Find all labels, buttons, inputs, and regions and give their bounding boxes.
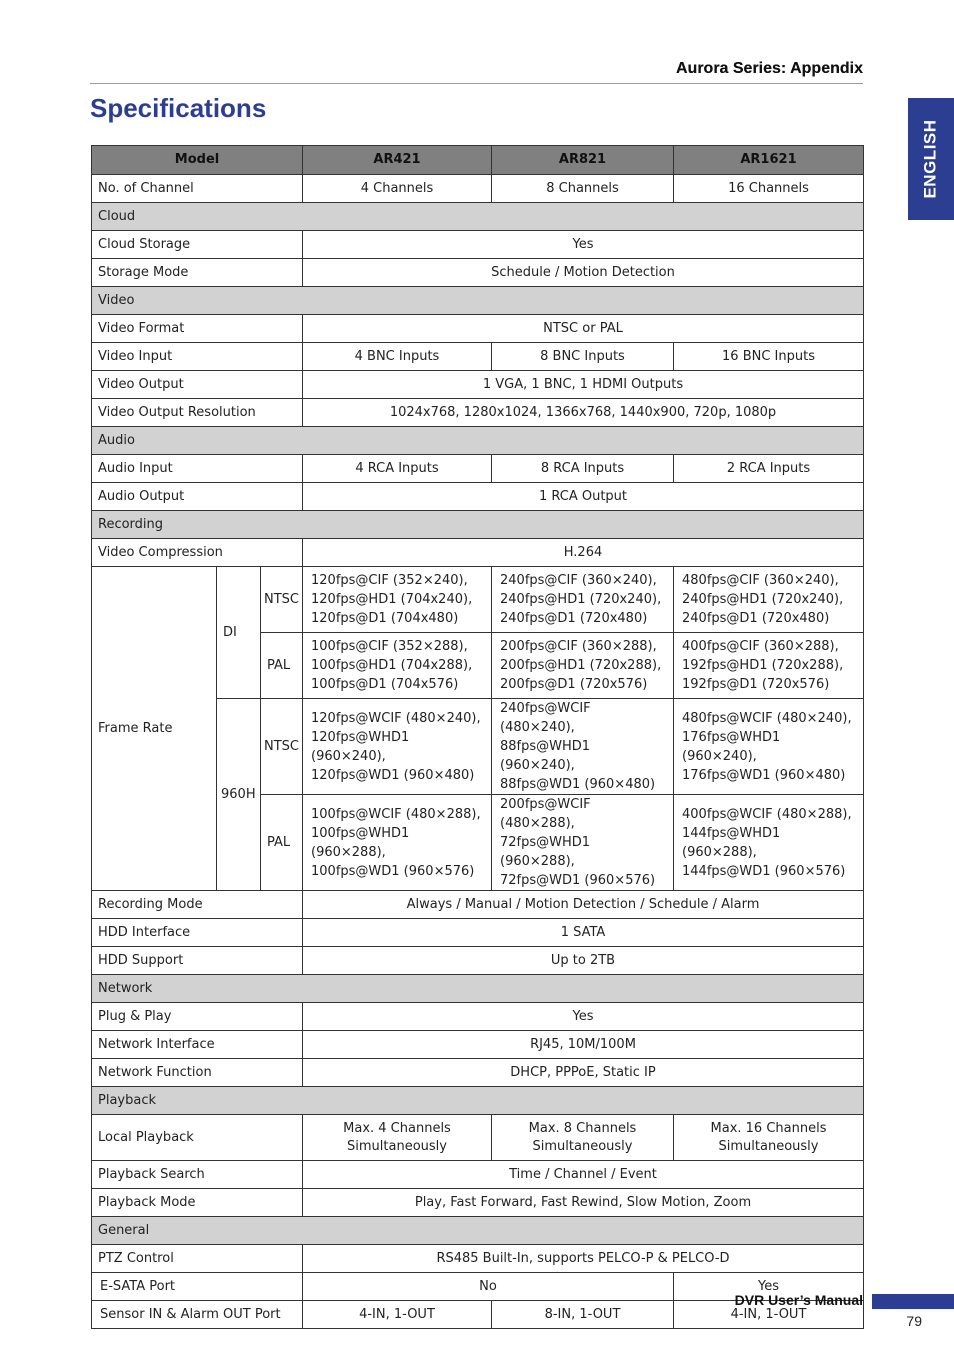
- footer-manual-title: DVR User’s Manual: [734, 1292, 863, 1308]
- cell-ar1621: 16 Channels: [674, 175, 864, 203]
- cell-ar421-ar821: No: [303, 1273, 674, 1301]
- section-cloud: Cloud: [92, 203, 864, 231]
- cell-ar821: [492, 633, 674, 699]
- section-row: [92, 975, 864, 1003]
- row-label: Storage Mode: [92, 259, 303, 287]
- line: 72fps@WHD1 (960×288),: [500, 835, 591, 869]
- cell-value: NTSC or PAL: [303, 315, 864, 343]
- cell-value: DHCP, PPPoE, Static IP: [303, 1059, 864, 1087]
- cell-ar1621: 4-IN, 1-OUT: [674, 1301, 864, 1329]
- frame-rate-standard-pal: PAL: [261, 633, 303, 699]
- section-row: [92, 203, 864, 231]
- row-label: Video Output: [92, 371, 303, 399]
- section-row: [92, 427, 864, 455]
- cell-ar821: 8-IN, 1-OUT: [492, 1301, 674, 1329]
- line: 120fps@HD1 (704x240),: [311, 592, 473, 607]
- cell-ar1621: [674, 699, 864, 795]
- table-row: [92, 175, 864, 203]
- cell-value: 1 RCA Output: [303, 483, 864, 511]
- row-label: Plug & Play: [92, 1003, 303, 1031]
- cell-ar421: [303, 567, 492, 633]
- table-row: [92, 919, 864, 947]
- line: 88fps@WD1 (960×480): [500, 777, 656, 792]
- cell-ar421: [303, 633, 492, 699]
- cell-ar421: 4-IN, 1-OUT: [303, 1301, 492, 1329]
- row-label: No. of Channel: [92, 175, 303, 203]
- section-row: [92, 511, 864, 539]
- cell-ar1621: [674, 795, 864, 891]
- section-row: [92, 287, 864, 315]
- line: Simultaneously: [532, 1138, 633, 1154]
- section-playback: Playback: [92, 1087, 864, 1115]
- line: 480fps@CIF (360×240),: [682, 573, 839, 588]
- row-label: Audio Output: [92, 483, 303, 511]
- cell-value: H.264: [303, 539, 864, 567]
- frame-rate-standard-ntsc: NTSC: [261, 567, 303, 633]
- cell-ar821: [492, 567, 674, 633]
- cell-value: 1 VGA, 1 BNC, 1 HDMI Outputs: [303, 371, 864, 399]
- line: 120fps@WD1 (960×480): [311, 767, 475, 783]
- header-divider: [90, 83, 863, 84]
- line: 200fps@HD1 (720x288),: [500, 658, 662, 673]
- line: 120fps@WHD1 (960×240),: [311, 729, 410, 764]
- line: 240fps@HD1 (720x240),: [682, 592, 844, 607]
- row-label: Network Interface: [92, 1031, 303, 1059]
- line: 176fps@WD1 (960×480): [682, 767, 846, 783]
- line: 72fps@WD1 (960×576): [500, 873, 656, 888]
- cell-ar821: [492, 1115, 674, 1161]
- cell-ar821: [492, 795, 674, 891]
- line: 240fps@D1 (720x480): [682, 611, 830, 626]
- line: Max. 4 Channels: [343, 1120, 451, 1136]
- line: 100fps@CIF (352×288),: [311, 639, 468, 654]
- section-network: Network: [92, 975, 864, 1003]
- row-label: HDD Interface: [92, 919, 303, 947]
- section-video: Video: [92, 287, 864, 315]
- row-label: Video Input: [92, 343, 303, 371]
- cell-ar421: 4 RCA Inputs: [303, 455, 492, 483]
- section-audio: Audio: [92, 427, 864, 455]
- frame-rate-group-960h: 960H: [217, 699, 261, 891]
- table-row: [92, 455, 864, 483]
- section-recording: Recording: [92, 511, 864, 539]
- table-row: [92, 343, 864, 371]
- line: 200fps@CIF (360×288),: [500, 639, 657, 654]
- row-label: Recording Mode: [92, 891, 303, 919]
- table-row: [92, 539, 864, 567]
- row-label: Local Playback: [92, 1115, 303, 1161]
- cell-ar821: 8 RCA Inputs: [492, 455, 674, 483]
- table-row: [92, 1059, 864, 1087]
- cell-ar421: [303, 1115, 492, 1161]
- row-label: E-SATA Port: [92, 1273, 303, 1301]
- row-label: PTZ Control: [92, 1245, 303, 1273]
- line: 100fps@WD1 (960×576): [311, 863, 475, 879]
- cell-ar1621: [674, 1115, 864, 1161]
- language-tab: [908, 98, 954, 220]
- cell-value: Schedule / Motion Detection: [303, 259, 864, 287]
- row-label: Cloud Storage: [92, 231, 303, 259]
- cell-ar1621: 2 RCA Inputs: [674, 455, 864, 483]
- cell-value: Time / Channel / Event: [303, 1161, 864, 1189]
- line: 240fps@D1 (720x480): [500, 611, 648, 626]
- cell-value: Up to 2TB: [303, 947, 864, 975]
- line: 240fps@WCIF (480×240),: [500, 701, 591, 735]
- row-label: Sensor IN & Alarm OUT Port: [92, 1301, 303, 1329]
- cell-value: RJ45, 10M/100M: [303, 1031, 864, 1059]
- row-label: Network Function: [92, 1059, 303, 1087]
- line: 240fps@HD1 (720x240),: [500, 592, 662, 607]
- cell-ar1621: [674, 567, 864, 633]
- line: 176fps@WHD1 (960×240),: [682, 729, 781, 764]
- row-label: Video Format: [92, 315, 303, 343]
- line: Max. 8 Channels: [528, 1120, 637, 1136]
- line: 100fps@D1 (704x576): [311, 677, 459, 692]
- cell-ar1621: 16 BNC Inputs: [674, 343, 864, 371]
- line: 400fps@CIF (360×288),: [682, 639, 839, 654]
- table-row: [92, 1189, 864, 1217]
- line: 192fps@D1 (720x576): [682, 677, 830, 692]
- line: 200fps@D1 (720x576): [500, 677, 648, 692]
- cell-value: Yes: [303, 1003, 864, 1031]
- line: 144fps@WD1 (960×576): [682, 863, 846, 879]
- cell-value: Always / Manual / Motion Detection / Schedule / Alarm: [303, 891, 864, 919]
- line: Simultaneously: [718, 1138, 819, 1154]
- line: 400fps@WCIF (480×288),: [682, 806, 852, 822]
- frame-rate-group-di: DI: [217, 567, 261, 699]
- line: 144fps@WHD1 (960×288),: [682, 825, 781, 860]
- page-number: 79: [906, 1313, 922, 1329]
- frame-rate-standard-ntsc: NTSC: [261, 699, 303, 795]
- row-label: Audio Input: [92, 455, 303, 483]
- cell-ar421: [303, 699, 492, 795]
- line: 120fps@WCIF (480×240),: [311, 710, 481, 726]
- cell-value: Play, Fast Forward, Fast Rewind, Slow Motion, Zoom: [303, 1189, 864, 1217]
- line: Simultaneously: [347, 1138, 447, 1154]
- line: 200fps@WCIF (480×288),: [500, 797, 591, 831]
- section-general: General: [92, 1217, 864, 1245]
- line: 192fps@HD1 (720x288),: [682, 658, 844, 673]
- cell-ar821: [492, 699, 674, 795]
- cell-value: RS485 Built-In, supports PELCO-P & PELCO-D: [303, 1245, 864, 1273]
- table-row: [92, 371, 864, 399]
- cell-ar421: 4 Channels: [303, 175, 492, 203]
- specifications-table: [91, 145, 864, 1329]
- table-row: [92, 947, 864, 975]
- table-row: [92, 1031, 864, 1059]
- cell-ar821: 8 BNC Inputs: [492, 343, 674, 371]
- cell-ar821: 8 Channels: [492, 175, 674, 203]
- footer-accent-bar: [872, 1294, 954, 1309]
- table-row: [92, 483, 864, 511]
- cell-ar1621: Yes: [674, 1273, 864, 1301]
- cell-ar421: [303, 795, 492, 891]
- table-row: [92, 1003, 864, 1031]
- running-header: Aurora Series: Appendix: [675, 60, 863, 77]
- table-row: [92, 1245, 864, 1273]
- line: 88fps@WHD1 (960×240),: [500, 739, 591, 773]
- section-row: [92, 1217, 864, 1245]
- line: 120fps@CIF (352×240),: [311, 573, 468, 588]
- table-row: [92, 1161, 864, 1189]
- table-row: [92, 1115, 864, 1161]
- line: 100fps@HD1 (704x288),: [311, 658, 473, 673]
- cell-ar1621: [674, 633, 864, 699]
- table-row: [92, 315, 864, 343]
- table-header-row: [92, 146, 864, 175]
- table-row: [92, 259, 864, 287]
- line: 100fps@WCIF (480×288),: [311, 806, 481, 822]
- line: Max. 16 Channels: [710, 1120, 827, 1136]
- cell-value: 1 SATA: [303, 919, 864, 947]
- section-row: [92, 1087, 864, 1115]
- row-label: Playback Mode: [92, 1189, 303, 1217]
- row-label: HDD Support: [92, 947, 303, 975]
- cell-ar421: 4 BNC Inputs: [303, 343, 492, 371]
- row-label: Video Output Resolution: [92, 399, 303, 427]
- row-label: Playback Search: [92, 1161, 303, 1189]
- line: 480fps@WCIF (480×240),: [682, 710, 852, 726]
- language-tab-label: ENGLISH: [921, 119, 940, 199]
- line: 240fps@CIF (360×240),: [500, 573, 657, 588]
- line: 120fps@D1 (704x480): [311, 611, 459, 626]
- header-model: Model: [92, 146, 303, 175]
- row-label: Video Compression: [92, 539, 303, 567]
- cell-value: 1024x768, 1280x1024, 1366x768, 1440x900, 720p, 1080p: [303, 399, 864, 427]
- table-row: [92, 231, 864, 259]
- cell-value: Yes: [303, 231, 864, 259]
- table-row: [92, 891, 864, 919]
- row-label: Frame Rate: [92, 567, 217, 891]
- page-title: Specifications: [90, 93, 267, 123]
- header-ar821: AR821: [492, 146, 674, 175]
- frame-rate-standard-pal: PAL: [261, 795, 303, 891]
- table-row: [92, 399, 864, 427]
- line: 100fps@WHD1 (960×288),: [311, 825, 410, 860]
- header-ar421: AR421: [303, 146, 492, 175]
- table-row: [92, 567, 864, 633]
- header-ar1621: AR1621: [674, 146, 864, 175]
